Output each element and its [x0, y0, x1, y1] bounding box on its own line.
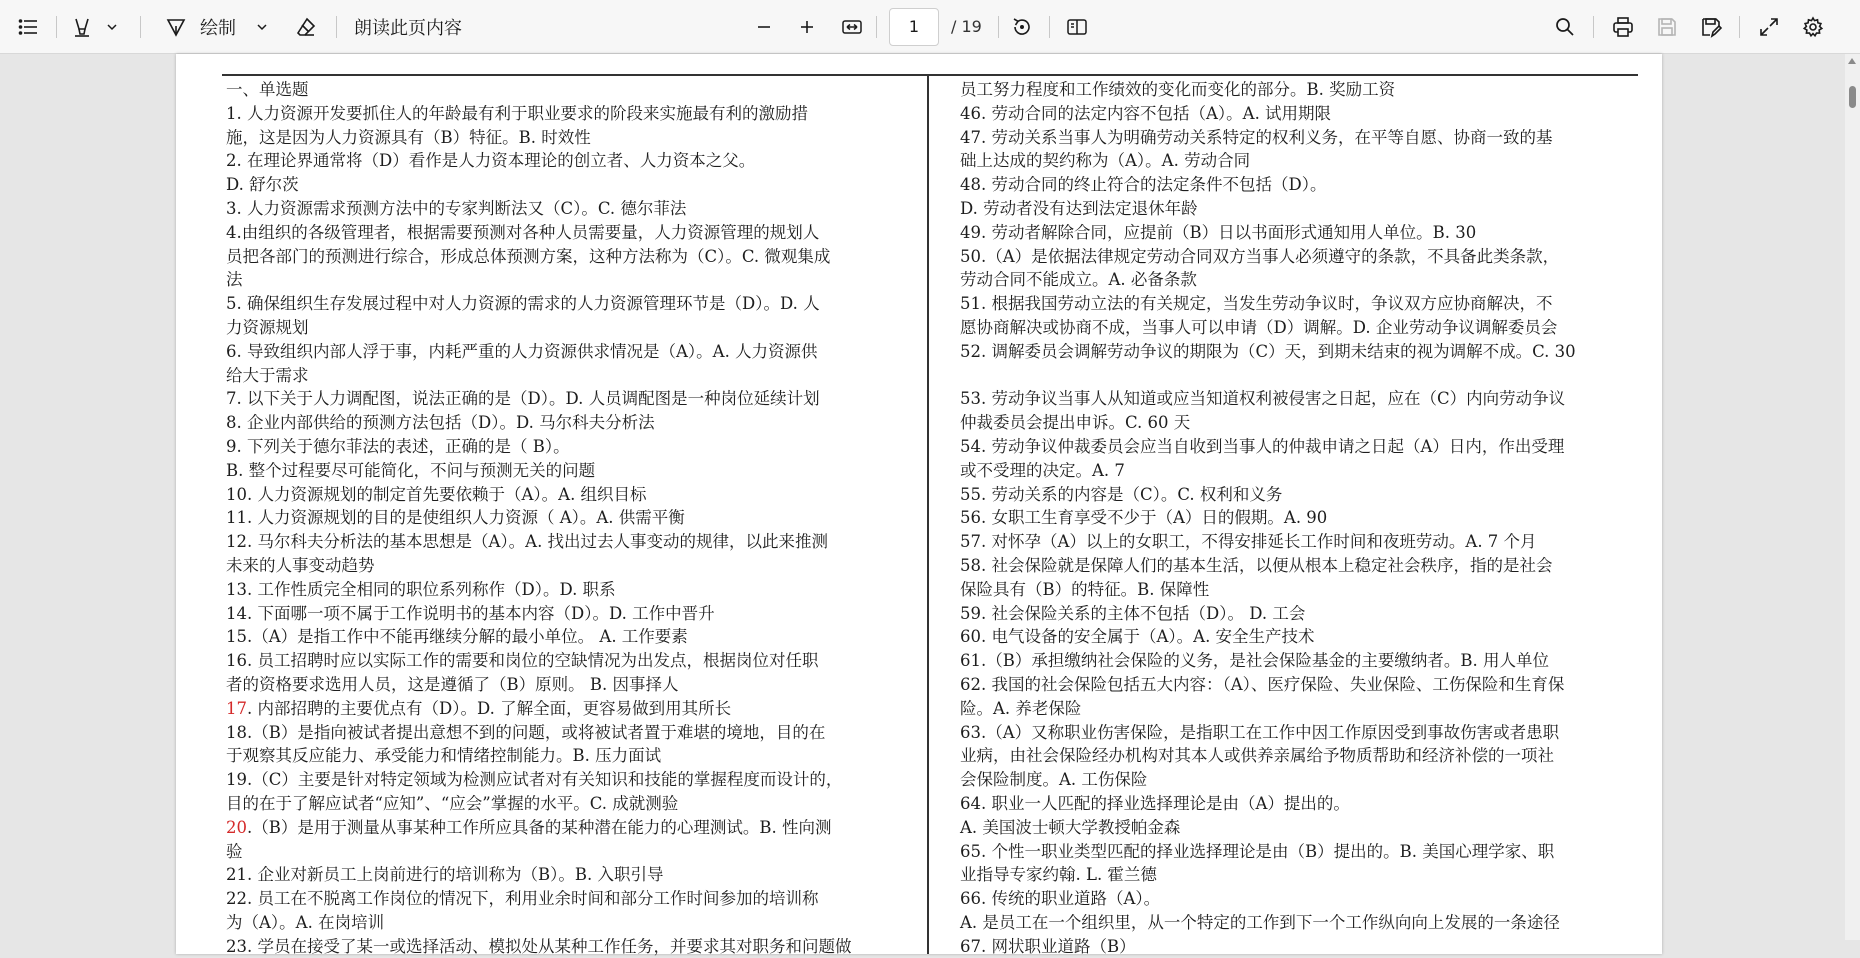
gear-icon — [1802, 16, 1824, 38]
text-line: 49. 劳动者解除合同，应提前（B）日以书面形式通知用人单位。B. 30 — [960, 222, 1477, 242]
minus-icon — [755, 18, 773, 36]
zoom-out-button[interactable] — [748, 0, 780, 54]
text-line: 2. 在理论界通常将（D）看作是人力资本理论的创立者、人力资本之父。 — [226, 151, 756, 171]
read-aloud-button[interactable]: 朗读此页内容 — [354, 18, 462, 39]
text-line: 67. 网状职业道路（B） — [960, 936, 1136, 956]
list-icon — [17, 16, 39, 38]
rotate-icon — [1011, 16, 1033, 38]
text-line: 62. 我国的社会保险包括五大内容：（A）、医疗保险、失业保险、工伤保险和生育保 — [960, 674, 1565, 694]
text-line: 55. 劳动关系的内容是（C）。C. 权利和义务 — [960, 484, 1283, 504]
text-line — [960, 364, 1644, 388]
text-line: 4.由组织的各级管理者，根据需要预测对各种人员需要量，人力资源管理的规划人 — [226, 222, 820, 242]
text-line: 15.（A）是指工作中不能再继续分解的最小单位。 A. 工作要素 — [226, 627, 688, 647]
print-icon — [1612, 16, 1634, 38]
text-line: 给大于需求 — [226, 365, 309, 385]
text-line: 19.（C）主要是针对特定领域为检测应试者对有关知识和技能的掌握程度而设计的， — [226, 770, 843, 790]
print-button[interactable] — [1607, 0, 1639, 54]
pdf-page — [176, 54, 1662, 954]
text-line: B. 整个过程要尽可能简化，不问与预测无关的问题 — [226, 460, 596, 480]
fullscreen-button[interactable] — [1753, 0, 1785, 54]
text-line: 劳动合同不能成立。A. 必备条款 — [960, 270, 1197, 290]
text-line: 17. 内部招聘的主要优点有（D）。D. 了解全面，更容易做到用其所长 — [226, 698, 732, 718]
toolbar-separator — [876, 16, 877, 38]
pdf-toolbar — [0, 0, 1860, 54]
eraser-icon — [295, 16, 317, 38]
text-line: 46. 劳动合同的法定内容不包括（A）。A. 试用期限 — [960, 103, 1332, 123]
save-icon — [1656, 16, 1678, 38]
save-as-button[interactable] — [1695, 0, 1727, 54]
toolbar-separator — [140, 16, 141, 38]
text-line: 1. 人力资源开发要抓住人的年龄最有利于职业要求的阶段来实施最有利的激励措 — [226, 103, 808, 123]
text-line: 目的在于了解应试者“应知”、“应会”掌握的水平。C. 成就测验 — [226, 793, 679, 813]
plus-icon — [798, 18, 816, 36]
text-line: D. 劳动者没有达到法定退休年龄 — [960, 198, 1198, 218]
settings-button[interactable] — [1797, 0, 1829, 54]
text-line: 力资源规划 — [226, 317, 309, 337]
text-line: 员工努力程度和工作绩效的变化而变化的部分。B. 奖励工资 — [960, 80, 1396, 99]
text-line: 18.（B）是指向被试者提出意想不到的问题，或将被试者置于难堪的境地，目的在 — [226, 722, 826, 742]
right-column — [960, 78, 1644, 958]
erase-button[interactable] — [290, 0, 322, 54]
text-line: 57. 对怀孕（A）以上的女职工，不得安排延长工作时间和夜班劳动。A. 7 个月 — [960, 532, 1537, 552]
text-line: 或不受理的决定。A. 7 — [960, 460, 1125, 480]
text-line: 3. 人力资源需求预测方法中的专家判断法又（C）。C. 德尔菲法 — [226, 198, 687, 218]
page-total: / 19 — [951, 17, 982, 36]
text-line: 47. 劳动关系当事人为明确劳动关系特定的权利义务，在平等自愿、协商一致的基 — [960, 127, 1553, 147]
text-line: 验 — [226, 841, 243, 861]
fullscreen-icon — [1758, 16, 1780, 38]
text-line: 20.（B）是用于测量从事某种工作所应具备的某种潜在能力的心理测试。B. 性向测 — [226, 817, 832, 837]
text-line: 5. 确保组织生存发展过程中对人力资源的需求的人力资源管理环节是（D）。D. 人 — [226, 294, 820, 314]
text-line: 58. 社会保险就是保障人们的基本生活，以便从根本上稳定社会秩序，指的是社会 — [960, 555, 1553, 575]
page-view-button[interactable] — [1061, 0, 1093, 54]
page-number-input[interactable]: 1 — [889, 8, 939, 46]
draw-button[interactable] — [160, 0, 192, 54]
toolbar-separator — [56, 16, 57, 38]
text-line: 7. 以下关于人力调配图，说法正确的是（D）。D. 人员调配图是一种岗位延续计划 — [226, 389, 820, 409]
text-line: 10. 人力资源规划的制定首先要依赖于（A）。A. 组织目标 — [226, 484, 647, 504]
text-line: 9. 下列关于德尔菲法的表述，正确的是（ B）。 — [226, 436, 570, 456]
text-line: 16. 员工招聘时应以实际工作的需要和岗位的空缺情况为出发点，根据岗位对任职 — [226, 651, 819, 671]
text-line: 11. 人力资源规划的目的是使组织人力资源（ A）。A. 供需平衡 — [226, 508, 685, 528]
text-line: 险。A. 养老保险 — [960, 698, 1082, 718]
text-line: 8. 企业内部供给的预测方法包括（D）。D. 马尔科夫分析法 — [226, 413, 655, 433]
text-line: 53. 劳动争议当事人从知道或应当知道权利被侵害之日起，应在（C）内向劳动争议 — [960, 389, 1566, 409]
toolbar-separator — [1049, 16, 1050, 38]
draw-label[interactable]: 绘制 — [200, 18, 236, 39]
text-line: 础上达成的契约称为（A）。A. 劳动合同 — [960, 151, 1251, 171]
contents-button[interactable] — [12, 0, 44, 54]
text-line: 56. 女职工生育享受不少于（A）日的假期。A. 90 — [960, 508, 1328, 528]
text-line: 51. 根据我国劳动立法的有关规定，当发生劳动争议时，争议双方应协商解决，不 — [960, 294, 1553, 314]
text-line: A. 是员工在一个组织里，从一个特定的工作到下一个工作纵向向上发展的一条途径 — [960, 912, 1560, 932]
text-line: 一、单选题 — [226, 80, 309, 99]
document-viewer[interactable] — [0, 54, 1845, 956]
zoom-in-button[interactable] — [791, 0, 823, 54]
text-line: 会保险制度。A. 工伤保险 — [960, 770, 1148, 790]
text-line: 64. 职业一人匹配的择业选择理论是由（A）提出的。 — [960, 793, 1350, 813]
fit-width-button[interactable] — [836, 0, 868, 54]
page-view-icon — [1066, 16, 1088, 38]
text-line: 仲裁委员会提出申诉。C. 60 天 — [960, 413, 1191, 433]
chevron-down-icon — [255, 20, 269, 34]
text-line: 61.（B）承担缴纳社会保险的义务，是社会保险基金的主要缴纳者。B. 用人单位 — [960, 651, 1549, 671]
scroll-up-arrow[interactable] — [1848, 58, 1856, 64]
text-line: 12. 马尔科夫分析法的基本思想是（A）。A. 找出过去人事变动的规律，以此来推测 — [226, 532, 829, 552]
highlighter-icon — [71, 16, 93, 38]
text-line: 于观察其反应能力、承受能力和情绪控制能力。B. 压力面试 — [226, 746, 662, 766]
highlight-button[interactable] — [66, 0, 98, 54]
toolbar-separator — [1593, 16, 1594, 38]
text-line: 13. 工作性质完全相同的职位系列称作（D）。D. 职系 — [226, 579, 616, 599]
vertical-scrollbar[interactable] — [1845, 54, 1860, 940]
toolbar-separator — [998, 16, 999, 38]
draw-dropdown[interactable] — [250, 0, 274, 54]
text-line: 52. 调解委员会调解劳动争议的期限为（C）天，到期未结束的视为调解不成。C. 30 — [960, 341, 1576, 361]
text-line: 66. 传统的职业道路（A）。 — [960, 889, 1161, 909]
fit-width-icon — [841, 16, 863, 38]
chevron-down-icon — [105, 20, 119, 34]
text-line: 60. 电气设备的安全属于（A）。A. 安全生产技术 — [960, 627, 1315, 647]
text-line: 业病，由社会保险经办机构对其本人或供养亲属给予物质帮助和经济补偿的一项社 — [960, 746, 1554, 766]
text-line: 员把各部门的预测进行综合，形成总体预测方案，这种方法称为（C）。C. 微观集成 — [226, 246, 831, 266]
text-line: 施，这是因为人力资源具有（B）特征。B. 时效性 — [226, 127, 591, 147]
left-column — [226, 78, 908, 958]
text-line: 未来的人事变动趋势 — [226, 555, 375, 575]
column-divider — [927, 74, 929, 954]
rotate-button[interactable] — [1006, 0, 1038, 54]
text-line: 54. 劳动争议仲裁委员会应当自收到当事人的仲裁申请之日起（A）日内，作出受理 — [960, 436, 1565, 456]
text-line: 21. 企业对新员工上岗前进行的培训称为（B）。B. 入职引导 — [226, 865, 664, 885]
text-line: 23. 学员在接受了某一或选择活动、模拟处从某种工作任务，并要求其对职务和问题做 — [226, 936, 852, 956]
text-line: 22. 员工在不脱离工作岗位的情况下，利用业余时间和部分工作时间参加的培训称 — [226, 889, 819, 909]
search-icon — [1554, 16, 1576, 38]
text-line: 48. 劳动合同的终止符合的法定条件不包括（D）。 — [960, 175, 1327, 195]
save-button[interactable] — [1651, 0, 1683, 54]
page-rule — [222, 74, 1638, 76]
text-line: 者的资格要求选用人员，这是遵循了（B）原则。 B. 因事择人 — [226, 674, 679, 694]
text-line: 法 — [226, 270, 243, 290]
text-line: 14. 下面哪一项不属于工作说明书的基本内容（D）。D. 工作中晋升 — [226, 603, 715, 623]
text-line: 愿协商解决或协商不成，当事人可以申请（D）调解。D. 企业劳动争议调解委员会 — [960, 317, 1558, 337]
toolbar-separator — [1739, 16, 1740, 38]
text-line: D. 舒尔茨 — [226, 175, 299, 195]
text-line: 63.（A）又称职业伤害保险，是指职工在工作中因工作原因受到事故伤害或者患职 — [960, 722, 1560, 742]
save-as-icon — [1700, 16, 1722, 38]
text-line: 为（A）。A. 在岗培训 — [226, 912, 385, 932]
text-line: 6. 导致组织内部人浮于事，内耗严重的人力资源供求情况是（A）。A. 人力资源供 — [226, 341, 818, 361]
search-button[interactable] — [1549, 0, 1581, 54]
text-line: A. 美国波士顿大学教授帕金森 — [960, 817, 1181, 837]
toolbar-separator — [336, 16, 337, 38]
scrollbar-thumb[interactable] — [1849, 86, 1856, 108]
text-line: 65. 个性一职业类型匹配的择业选择理论是由（B）提出的。B. 美国心理学家、职 — [960, 841, 1555, 861]
highlight-dropdown[interactable] — [100, 0, 124, 54]
draw-pen-icon — [165, 16, 187, 38]
text-line: 50.（A）是依据法律规定劳动合同双方当事人必须遵守的条款，不具备此类条款， — [960, 246, 1560, 266]
text-line: 59. 社会保险关系的主体不包括（D）。 D. 工会 — [960, 603, 1306, 623]
text-line: 业指导专家约翰. L. 霍兰德 — [960, 865, 1157, 885]
text-line: 保险具有（B）的特征。B. 保障性 — [960, 579, 1210, 599]
